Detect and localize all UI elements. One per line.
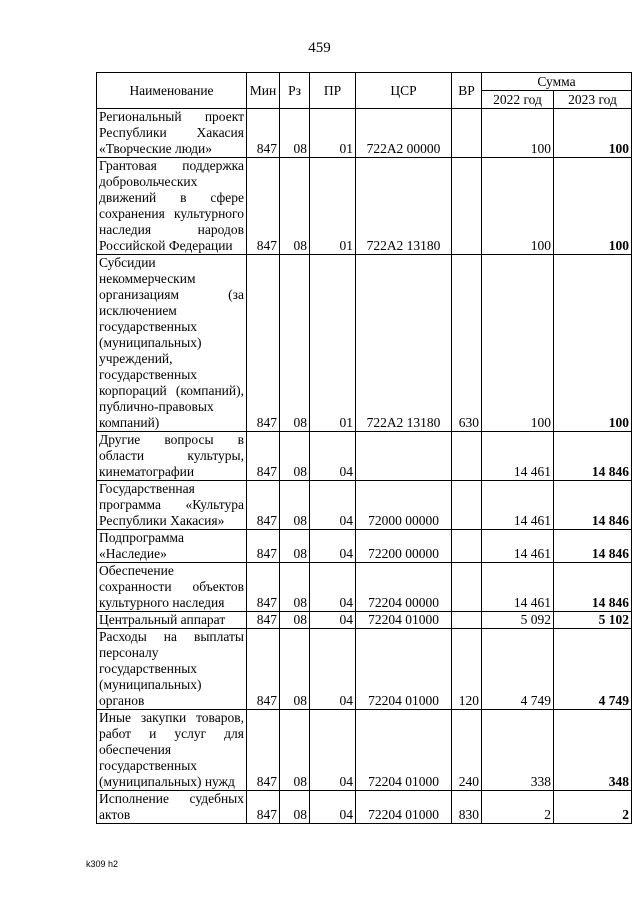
- cell-min: 847: [247, 481, 280, 530]
- cell-vr: [452, 530, 482, 563]
- row-name: Грантовая поддержка добровольческих движений в сфере сохранения культурного наследия народов Российской Федерации: [97, 158, 247, 255]
- header-pr: ПР: [310, 73, 356, 109]
- cell-2023: 4 749: [554, 629, 632, 710]
- table-header: [97, 73, 632, 109]
- cell-2023: 100: [554, 158, 632, 255]
- cell-pr: 04: [310, 563, 356, 612]
- cell-pr: 04: [310, 530, 356, 563]
- cell-rz: 08: [280, 158, 310, 255]
- header-min: Мин: [247, 73, 280, 109]
- cell-pr: 04: [310, 432, 356, 481]
- header-2022: 2022 год: [482, 91, 554, 109]
- cell-rz: 08: [280, 629, 310, 710]
- cell-min: 847: [247, 710, 280, 791]
- cell-rz: 08: [280, 432, 310, 481]
- cell-rz: 08: [280, 612, 310, 629]
- header-rz: Рз: [280, 73, 310, 109]
- cell-2022: 338: [482, 710, 554, 791]
- cell-min: 847: [247, 255, 280, 432]
- cell-2023: 14 846: [554, 432, 632, 481]
- cell-csr: [356, 432, 452, 481]
- cell-rz: 08: [280, 481, 310, 530]
- cell-2022: 100: [482, 255, 554, 432]
- cell-2023: 348: [554, 710, 632, 791]
- cell-csr: 72204 00000: [356, 563, 452, 612]
- table-row: [97, 255, 632, 432]
- cell-2023: 14 846: [554, 530, 632, 563]
- cell-vr: 240: [452, 710, 482, 791]
- cell-rz: 08: [280, 791, 310, 824]
- cell-rz: 08: [280, 530, 310, 563]
- table-row: [97, 530, 632, 563]
- cell-pr: 04: [310, 791, 356, 824]
- cell-2022: 100: [482, 158, 554, 255]
- row-name: Центральный аппарат: [97, 612, 247, 629]
- cell-csr: 722А2 13180: [356, 255, 452, 432]
- header-2023: 2023 год: [554, 91, 632, 109]
- cell-2023: 100: [554, 109, 632, 158]
- budget-table: [96, 72, 632, 824]
- row-name: Субсидии некоммерческим организациям (за исключением государственных (муниципальных) учреждений, государственных корпораций (компаний), публично-правовых компаний): [97, 255, 247, 432]
- table-row: [97, 612, 632, 629]
- cell-vr: [452, 563, 482, 612]
- cell-pr: 01: [310, 109, 356, 158]
- header-name: Наименование: [97, 73, 247, 109]
- table-row: [97, 791, 632, 824]
- cell-vr: [452, 158, 482, 255]
- cell-pr: 04: [310, 629, 356, 710]
- cell-min: 847: [247, 612, 280, 629]
- cell-min: 847: [247, 530, 280, 563]
- cell-csr: 72204 01000: [356, 629, 452, 710]
- cell-csr: 72204 01000: [356, 791, 452, 824]
- cell-csr: 722А2 00000: [356, 109, 452, 158]
- row-name: Иные закупки товаров, работ и услуг для обеспечения государственных (муниципальных) нужд: [97, 710, 247, 791]
- header-csr: ЦСР: [356, 73, 452, 109]
- table-row: [97, 629, 632, 710]
- table-row: [97, 109, 632, 158]
- cell-vr: [452, 481, 482, 530]
- cell-min: 847: [247, 158, 280, 255]
- cell-min: 847: [247, 109, 280, 158]
- cell-csr: 722А2 13180: [356, 158, 452, 255]
- cell-min: 847: [247, 563, 280, 612]
- cell-2023: 14 846: [554, 563, 632, 612]
- table-row: [97, 481, 632, 530]
- cell-2022: 14 461: [482, 530, 554, 563]
- cell-rz: 08: [280, 563, 310, 612]
- page-number: 459: [308, 40, 331, 56]
- cell-2022: 14 461: [482, 481, 554, 530]
- cell-vr: 630: [452, 255, 482, 432]
- table-row: [97, 432, 632, 481]
- cell-csr: 72200 00000: [356, 530, 452, 563]
- table-row: [97, 710, 632, 791]
- row-name: Расходы на выплаты персоналу государственных (муниципальных) органов: [97, 629, 247, 710]
- cell-2023: 100: [554, 255, 632, 432]
- table-row: [97, 563, 632, 612]
- cell-2022: 14 461: [482, 563, 554, 612]
- cell-2022: 2: [482, 791, 554, 824]
- row-name: Обеспечение сохранности объектов культурного наследия: [97, 563, 247, 612]
- row-name: Другие вопросы в области культуры, кинематографии: [97, 432, 247, 481]
- cell-min: 847: [247, 432, 280, 481]
- cell-vr: [452, 109, 482, 158]
- cell-csr: 72000 00000: [356, 481, 452, 530]
- row-name: Подпрограмма «Наследие»: [97, 530, 247, 563]
- cell-vr: [452, 432, 482, 481]
- cell-2023: 2: [554, 791, 632, 824]
- cell-rz: 08: [280, 255, 310, 432]
- cell-rz: 08: [280, 710, 310, 791]
- cell-min: 847: [247, 629, 280, 710]
- cell-rz: 08: [280, 109, 310, 158]
- cell-vr: 120: [452, 629, 482, 710]
- cell-pr: 04: [310, 481, 356, 530]
- row-name: Исполнение судебных актов: [97, 791, 247, 824]
- row-name: Региональный проект Республики Хакасия «Творческие люди»: [97, 109, 247, 158]
- table-body: [97, 109, 632, 824]
- cell-2023: 14 846: [554, 481, 632, 530]
- cell-csr: 72204 01000: [356, 612, 452, 629]
- row-name: Государственная программа «Культура Республики Хакасия»: [97, 481, 247, 530]
- cell-2022: 5 092: [482, 612, 554, 629]
- header-vr: ВР: [452, 73, 482, 109]
- cell-pr: 01: [310, 255, 356, 432]
- cell-min: 847: [247, 791, 280, 824]
- cell-2022: 4 749: [482, 629, 554, 710]
- header-sum: Сумма: [482, 73, 632, 91]
- cell-csr: 72204 01000: [356, 710, 452, 791]
- table-row: [97, 158, 632, 255]
- cell-2022: 100: [482, 109, 554, 158]
- cell-2022: 14 461: [482, 432, 554, 481]
- cell-vr: 830: [452, 791, 482, 824]
- cell-pr: 01: [310, 158, 356, 255]
- cell-2023: 5 102: [554, 612, 632, 629]
- cell-pr: 04: [310, 710, 356, 791]
- cell-vr: [452, 612, 482, 629]
- footer-code: k309 h2: [86, 859, 119, 869]
- cell-pr: 04: [310, 612, 356, 629]
